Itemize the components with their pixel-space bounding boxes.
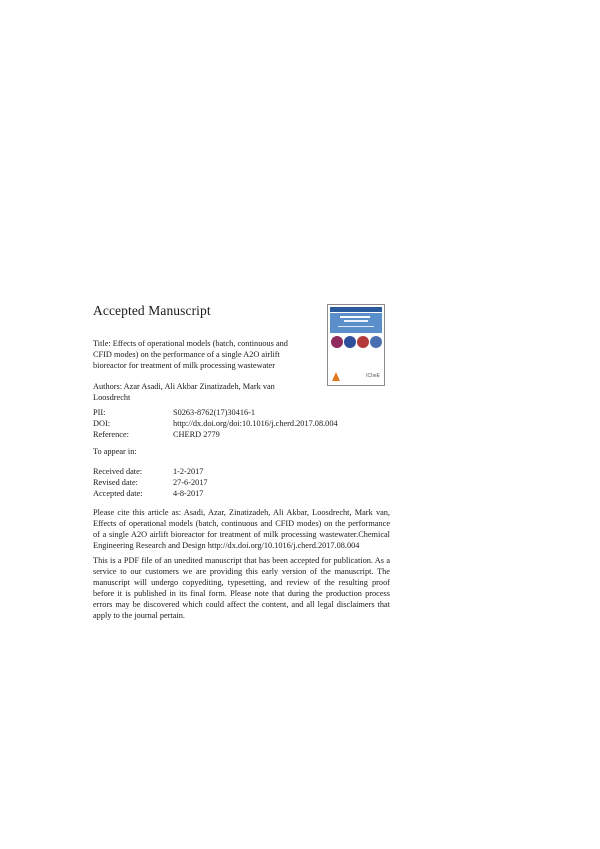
identifiers-table — [93, 407, 338, 441]
unedited-notice-paragraph: This is a PDF file of an unedited manuscript that has been accepted for publication. As a service to our customers we are providing this early version of the manuscript. The manuscript will undergo copyediting, typesetting, and review of the resulting proof before it is published in its final form. Please note that during the production process errors may be discovered which could affect the content, and all legal disclaimers that apply to the journal pertain. — [93, 556, 390, 620]
dates-table — [93, 466, 208, 500]
identifier-value: S0263-8762(17)30416-1 — [173, 408, 256, 417]
accepted-manuscript-heading: Accepted Manuscript — [93, 303, 211, 318]
cover-disk-2 — [344, 336, 356, 348]
article-authors: Authors: Azar Asadi, Ali Akbar Zinatizadeh, Mark van Loosdrecht — [93, 382, 275, 402]
identifier-label: PII: — [93, 408, 106, 417]
identifier-row — [93, 407, 338, 418]
date-row — [93, 477, 208, 488]
cover-top-band — [330, 307, 382, 312]
article-title: Title: Effects of operational models (batch, continuous and CFID modes) on the performance of a single A2O airlift bioreactor for treatment of milk processing wastewater — [93, 339, 288, 370]
identifier-row — [93, 429, 338, 440]
date-value: 27-6-2017 — [173, 478, 208, 488]
cover-disk-1 — [331, 336, 343, 348]
identifier-label: Reference: — [93, 430, 129, 440]
cover-images — [330, 336, 382, 348]
identifier-row — [93, 418, 338, 429]
date-value: 1-2-2017 — [173, 467, 204, 476]
cover-footer — [330, 372, 382, 382]
cover-disk-3 — [357, 336, 369, 348]
cover-disk-4 — [370, 336, 382, 348]
date-value: 4-8-2017 — [173, 489, 204, 499]
date-row — [93, 488, 208, 499]
identifier-label: DOI: — [93, 419, 111, 429]
to-appear-label: To appear in: — [93, 447, 137, 456]
journal-cover-thumbnail — [327, 304, 385, 386]
citation-paragraph: Please cite this article as: Asadi, Azar, Zinatizadeh, Ali Akbar, Loosdrecht, Mark van, Effects of operational models (batch, continuous and CFID modes) on the performance of a single A2O airlift bioreactor for treatment of milk processing wastewater.Chemical Engineering Research and Design http://dx.doi.org/10.1016/j.cherd.2017.08.004 — [93, 508, 390, 550]
date-label: Accepted date: — [93, 489, 143, 499]
cover-society-mark: ICheE — [366, 373, 380, 379]
cover-header — [330, 313, 382, 333]
publisher-logo-icon — [332, 372, 340, 381]
date-label: Received date: — [93, 467, 143, 476]
doi-link[interactable]: http://dx.doi.org/doi:10.1016/j.cherd.2017.08.004 — [173, 419, 338, 429]
date-row — [93, 466, 208, 477]
date-label: Revised date: — [93, 478, 138, 488]
identifier-value: CHERD 2779 — [173, 430, 220, 440]
